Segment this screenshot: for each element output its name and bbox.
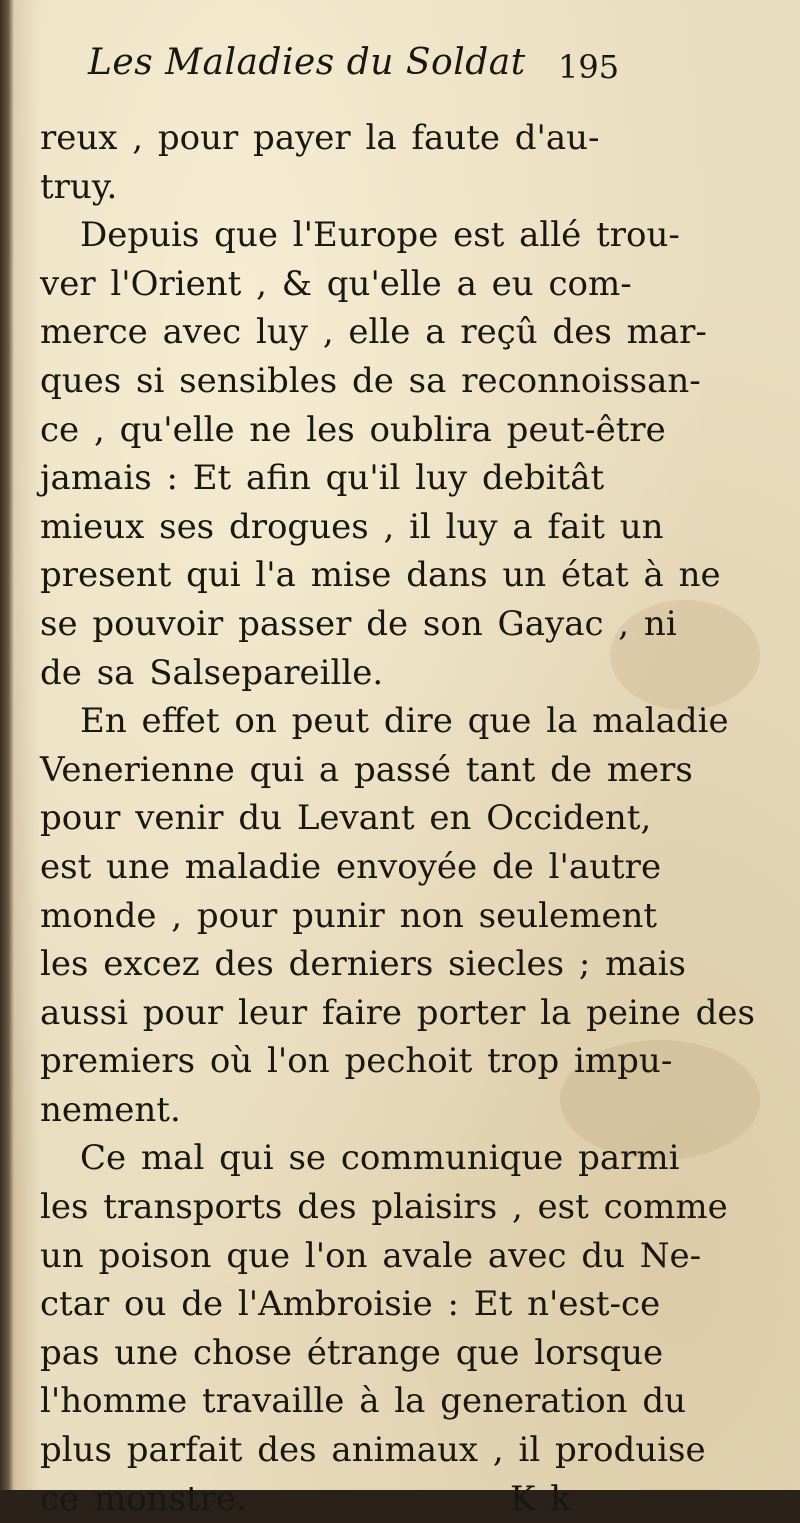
text-line: pas une chose étrange que lorsque [40,1332,664,1373]
paragraph-start-line: Ce mal qui se communique parmi [80,1138,680,1179]
text-line: premiers où l'on pechoit trop impu- [40,1041,673,1082]
text-line: jamais : Et afin qu'il luy debitât [40,458,605,499]
text-line: monde , pour punir non seulement [40,895,658,936]
text-line: ce monstre. [40,1478,247,1519]
paragraph-start-line: En effet on peut dire que la maladie [80,701,729,742]
text-line: plus parfait des animaux , il produise [40,1430,706,1471]
text-line: aussi pour leur faire porter la peine des [40,992,756,1033]
text-line: les excez des derniers siecles ; mais [40,944,686,985]
text-line: present qui l'a mise dans un état à ne [40,555,721,596]
last-line [40,1475,670,1523]
text-line: truy. [40,166,118,207]
text-line: les transports des plaisirs , est comme [40,1187,728,1228]
page-number: 195 [558,48,620,86]
text-line: ques si sensibles de sa reconnoissan- [40,360,701,401]
signature-mark: K k [510,1478,571,1519]
text-line: un poison que l'on avale avec du Ne- [40,1235,702,1276]
text-line: pour venir du Levant en Occident, [40,798,652,839]
binding-gutter [0,0,14,1490]
paragraph-start-line: Depuis que l'Europe est allé trou- [80,215,680,256]
running-head-title: Les Maladies du Soldat [88,42,526,83]
text-line: mieux ses drogues , il luy a fait un [40,506,664,547]
text-line: ctar ou de l'Ambroisie : Et n'est-ce [40,1284,661,1325]
text-line: Venerienne qui a passé tant de mers [40,749,693,790]
text-line: reux , pour payer la faute d'au- [40,118,600,158]
text-line: ver l'Orient , & qu'elle a eu com- [40,263,632,304]
text-line: ce , qu'elle ne les oublira peut-être [40,409,666,450]
text-line: l'homme travaille à la generation du [40,1381,687,1422]
running-head [40,42,670,114]
text-line: se pouvoir passer de son Gayac , ni [40,603,677,644]
page-text [40,42,756,1523]
text-line: nement. [40,1089,181,1130]
text-line: de sa Salsepareille. [40,652,384,693]
text-line: merce avec luy , elle a reçû des mar- [40,312,707,353]
text-line: est une maladie envoyée de l'autre [40,846,662,887]
